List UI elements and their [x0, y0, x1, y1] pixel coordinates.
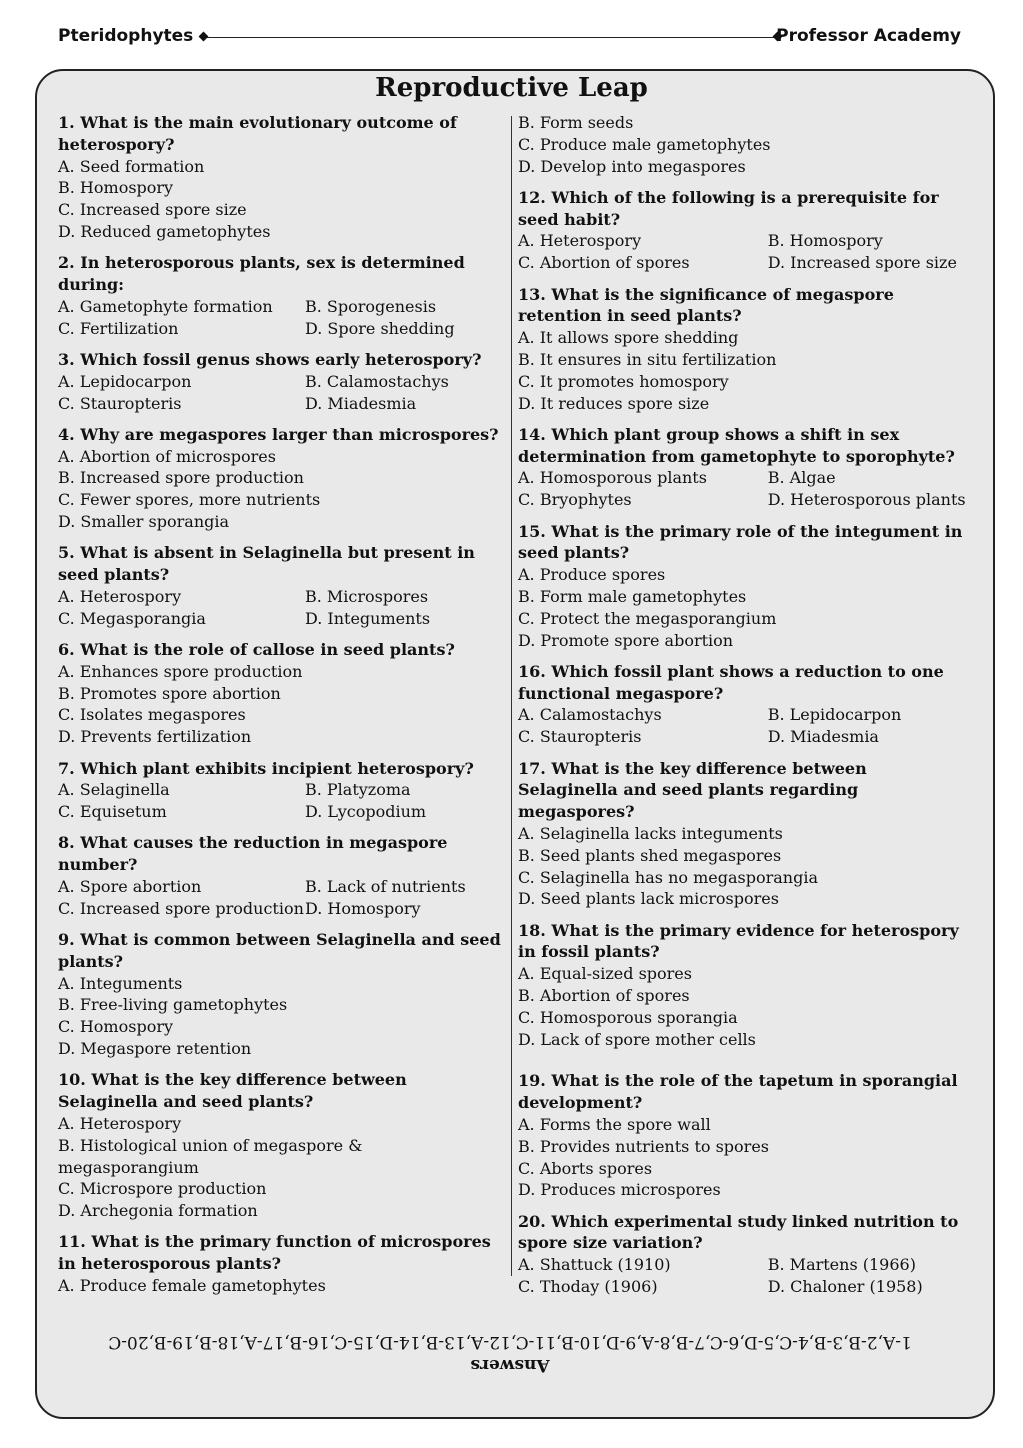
- answer-option: C. Homosporous sporangia: [518, 1007, 738, 1027]
- options-list: [518, 1254, 968, 1298]
- question-text: 19. What is the role of the tapetum in sporangial development?: [518, 1071, 958, 1113]
- question-block: [58, 542, 503, 629]
- answer-option: D. Increased spore size: [767, 253, 957, 273]
- answer-option: C. Megasporangia: [58, 608, 206, 628]
- answer-option: A. Calamostachys: [518, 705, 662, 725]
- question-text: 18. What is the primary evidence for heterospory in fossil plants?: [518, 920, 959, 962]
- question-text: 9. What is common between Selaginella and seed plants?: [58, 930, 501, 971]
- answer-option: B. Algae: [767, 468, 836, 488]
- header-subject: Pteridophytes: [58, 26, 194, 46]
- question-block: [58, 252, 503, 339]
- answer-option: A. Abortion of microspores: [58, 446, 276, 466]
- options-list: [518, 327, 968, 414]
- question-text: 10. What is the key difference between Selaginella and seed plants?: [58, 1070, 407, 1112]
- question-block: [518, 661, 968, 748]
- answer-option: C. Fewer spores, more nutrients: [58, 490, 321, 510]
- question-block: [518, 187, 968, 274]
- options-list: [58, 446, 503, 533]
- answer-option: B. Histological union of megaspore & megasporangium: [58, 1135, 363, 1177]
- answer-option: A. Seed formation: [58, 156, 205, 176]
- options-list: [58, 156, 503, 243]
- answer-option: D. Produces microspores: [518, 1180, 721, 1200]
- question-text: 3. Which fossil genus shows early heterospory?: [58, 349, 482, 369]
- answer-option: C. Homospory: [58, 1017, 174, 1037]
- answer-option: D. Seed plants lack microspores: [518, 889, 779, 909]
- question-text: 20. Which experimental study linked nutrition to spore size variation?: [518, 1211, 959, 1253]
- answer-option: A. It allows spore shedding: [518, 328, 739, 348]
- options-list: [58, 586, 503, 630]
- answer-option: C. Produce male gametophytes: [518, 134, 771, 154]
- answer-option: A. Homosporous plants: [518, 468, 707, 488]
- answer-option: B. Promotes spore abortion: [58, 683, 281, 703]
- options-list: [518, 112, 968, 177]
- answer-option: B. Lepidocarpon: [767, 705, 902, 725]
- question-text: 13. What is the significance of megaspore retention in seed plants?: [518, 284, 894, 326]
- answer-option: D. Lack of spore mother cells: [518, 1029, 756, 1049]
- answer-option: C. Increased spore size: [58, 200, 247, 220]
- answer-option: B. Form male gametophytes: [518, 586, 747, 606]
- answer-option: A. Integuments: [58, 973, 183, 993]
- question-text: 11. What is the primary function of microspores in heterosporous plants?: [58, 1232, 491, 1274]
- answer-option: B. Provides nutrients to spores: [518, 1136, 770, 1156]
- answer-option: B. Form seeds: [518, 113, 634, 132]
- question-text: 15. What is the primary role of the integument in seed plants?: [518, 521, 963, 563]
- question-block: [58, 929, 503, 1060]
- answer-option: B. Seed plants shed megaspores: [518, 845, 782, 865]
- options-list: [518, 467, 968, 511]
- header-rule: [204, 37, 777, 38]
- question-text: 4. Why are megaspores larger than microspores?: [58, 424, 499, 444]
- answer-option: C. Stauropteris: [58, 393, 182, 413]
- question-text: 14. Which plant group shows a shift in sex determination from gametophyte to sporophyte?: [518, 424, 955, 466]
- question-block: [58, 424, 503, 533]
- question-block: [58, 832, 503, 919]
- answer-option: B. Martens (1966): [767, 1255, 916, 1275]
- answer-option: D. Megaspore retention: [58, 1039, 252, 1059]
- answer-option: D. Prevents fertilization: [58, 727, 252, 747]
- options-list: [518, 704, 968, 748]
- answer-option: A. Shattuck (1910): [518, 1255, 671, 1275]
- question-text: 1. What is the main evolutionary outcome of heterospory?: [58, 113, 457, 154]
- answer-option: B. Sporogenesis: [304, 296, 437, 316]
- answer-option: A. Heterospory: [518, 231, 642, 251]
- options-list: [58, 296, 503, 340]
- answer-option: A. Produce female gametophytes: [58, 1276, 326, 1296]
- question-block: [58, 1069, 503, 1222]
- answer-option: D. Homospory: [304, 898, 421, 918]
- answer-option: D. It reduces spore size: [518, 393, 710, 413]
- answer-key: [60, 1326, 960, 1376]
- answer-option: C. Aborts spores: [518, 1158, 653, 1178]
- options-list: [58, 371, 503, 415]
- options-list: [518, 823, 968, 910]
- answer-option: D. Reduced gametophytes: [58, 221, 271, 241]
- question-block: [518, 920, 968, 1051]
- header-publisher: Professor Academy: [776, 26, 961, 46]
- answer-option: B. Abortion of spores: [518, 985, 690, 1005]
- answer-option: D. Miadesmia: [304, 393, 417, 413]
- answer-option: A. Heterospory: [58, 1113, 182, 1133]
- answer-option: D. Chaloner (1958): [767, 1277, 923, 1297]
- answer-option: A. Gametophyte formation: [58, 296, 273, 316]
- options-list: [58, 1113, 503, 1222]
- answer-option: C. Fertilization: [58, 318, 179, 338]
- answer-option: B. Microspores: [304, 586, 429, 606]
- answer-option: A. Forms the spore wall: [518, 1114, 711, 1134]
- options-list: [518, 564, 968, 651]
- answer-option: A. Selaginella lacks integuments: [518, 823, 783, 843]
- question-text: 5. What is absent in Selaginella but present in seed plants?: [58, 543, 475, 585]
- answer-label: Answers: [470, 1355, 550, 1375]
- answer-option: C. Thoday (1906): [518, 1277, 658, 1297]
- page-title: Reproductive Leap: [375, 73, 648, 103]
- answer-option: D. Spore shedding: [304, 318, 455, 338]
- answer-option: B. Increased spore production: [58, 468, 304, 488]
- question-continuation: [518, 112, 968, 177]
- question-block: [518, 1211, 968, 1298]
- answer-list: 1-A,2-B,3-B,4-C,5-D,6-C,7-B,8-A,9-D,10-B,11-C,12-A,13-B,14-D,15-C,16-B,17-A,18-B,19-B,20-C: [108, 1332, 912, 1352]
- answer-option: C. Isolates megaspores: [58, 705, 246, 725]
- question-block: [518, 284, 968, 415]
- options-list: [518, 230, 968, 274]
- answer-option: A. Lepidocarpon: [58, 371, 192, 391]
- answer-option: D. Archegonia formation: [58, 1201, 258, 1221]
- answer-option: C. Protect the megasporangium: [518, 608, 777, 628]
- answer-option: A. Heterospory: [58, 586, 182, 606]
- options-list: [58, 973, 503, 1060]
- question-text: 17. What is the key difference between Selaginella and seed plants regarding megaspores?: [518, 758, 867, 822]
- answer-option: D. Develop into megaspores: [518, 156, 746, 176]
- answer-option: B. Homospory: [767, 231, 883, 251]
- options-list: [58, 661, 503, 748]
- answer-option: D. Lycopodium: [304, 802, 427, 822]
- question-block: [58, 758, 503, 823]
- question-text: 7. Which plant exhibits incipient heterospory?: [58, 758, 474, 778]
- answer-option: B. Lack of nutrients: [304, 877, 466, 896]
- question-block: [518, 758, 968, 911]
- answer-option: C. Selaginella has no megasporangia: [518, 867, 818, 887]
- answer-option: C. Equisetum: [58, 802, 167, 822]
- question-block: [58, 1231, 503, 1296]
- question-block: [58, 349, 503, 414]
- answer-option: D. Integuments: [304, 608, 431, 628]
- answer-option: B. Free-living gametophytes: [58, 995, 288, 1015]
- answer-option: C. Microspore production: [58, 1179, 267, 1199]
- options-list: [518, 963, 968, 1050]
- question-text: 2. In heterosporous plants, sex is determined during:: [58, 253, 465, 295]
- answer-option: C. It promotes homospory: [518, 371, 729, 391]
- page-header: [58, 26, 963, 50]
- question-text: 8. What causes the reduction in megaspore number?: [58, 833, 448, 875]
- question-text: 6. What is the role of callose in seed plants?: [58, 640, 455, 660]
- answer-option: A. Selaginella: [58, 780, 170, 800]
- column-divider: [511, 116, 512, 1276]
- options-list: [58, 779, 503, 823]
- answer-option: C. Abortion of spores: [518, 253, 690, 273]
- question-block: [58, 639, 503, 748]
- question-text: 12. Which of the following is a prerequisite for seed habit?: [518, 187, 939, 229]
- answer-option: B. It ensures in situ fertilization: [518, 349, 777, 369]
- answer-option: B. Homospory: [58, 178, 174, 198]
- answer-option: C. Bryophytes: [518, 490, 632, 510]
- answer-option: B. Platyzoma: [304, 780, 411, 800]
- question-block: [518, 521, 968, 652]
- answer-option: C. Stauropteris: [518, 727, 642, 747]
- answer-option: B. Calamostachys: [304, 371, 449, 391]
- question-text: 16. Which fossil plant shows a reduction to one functional megaspore?: [518, 661, 944, 703]
- answer-option: A. Spore abortion: [58, 877, 202, 896]
- answer-option: D. Heterosporous plants: [767, 490, 966, 510]
- answer-option: A. Enhances spore production: [58, 661, 303, 681]
- diamond-icon: [199, 32, 209, 42]
- question-block: [518, 424, 968, 511]
- answer-option: C. Increased spore production: [58, 898, 304, 918]
- answer-option: D. Smaller sporangia: [58, 512, 230, 532]
- answer-option: D. Promote spore abortion: [518, 630, 734, 650]
- options-list: [518, 1114, 968, 1201]
- right-column: [518, 112, 968, 1307]
- question-block: [518, 1070, 968, 1201]
- answer-option: A. Produce spores: [518, 565, 666, 585]
- question-block: [58, 112, 503, 243]
- options-list: [58, 876, 503, 920]
- left-column: [58, 112, 503, 1306]
- answer-option: D. Miadesmia: [767, 727, 879, 747]
- answer-option: A. Equal-sized spores: [518, 964, 692, 984]
- options-list: [58, 1275, 503, 1297]
